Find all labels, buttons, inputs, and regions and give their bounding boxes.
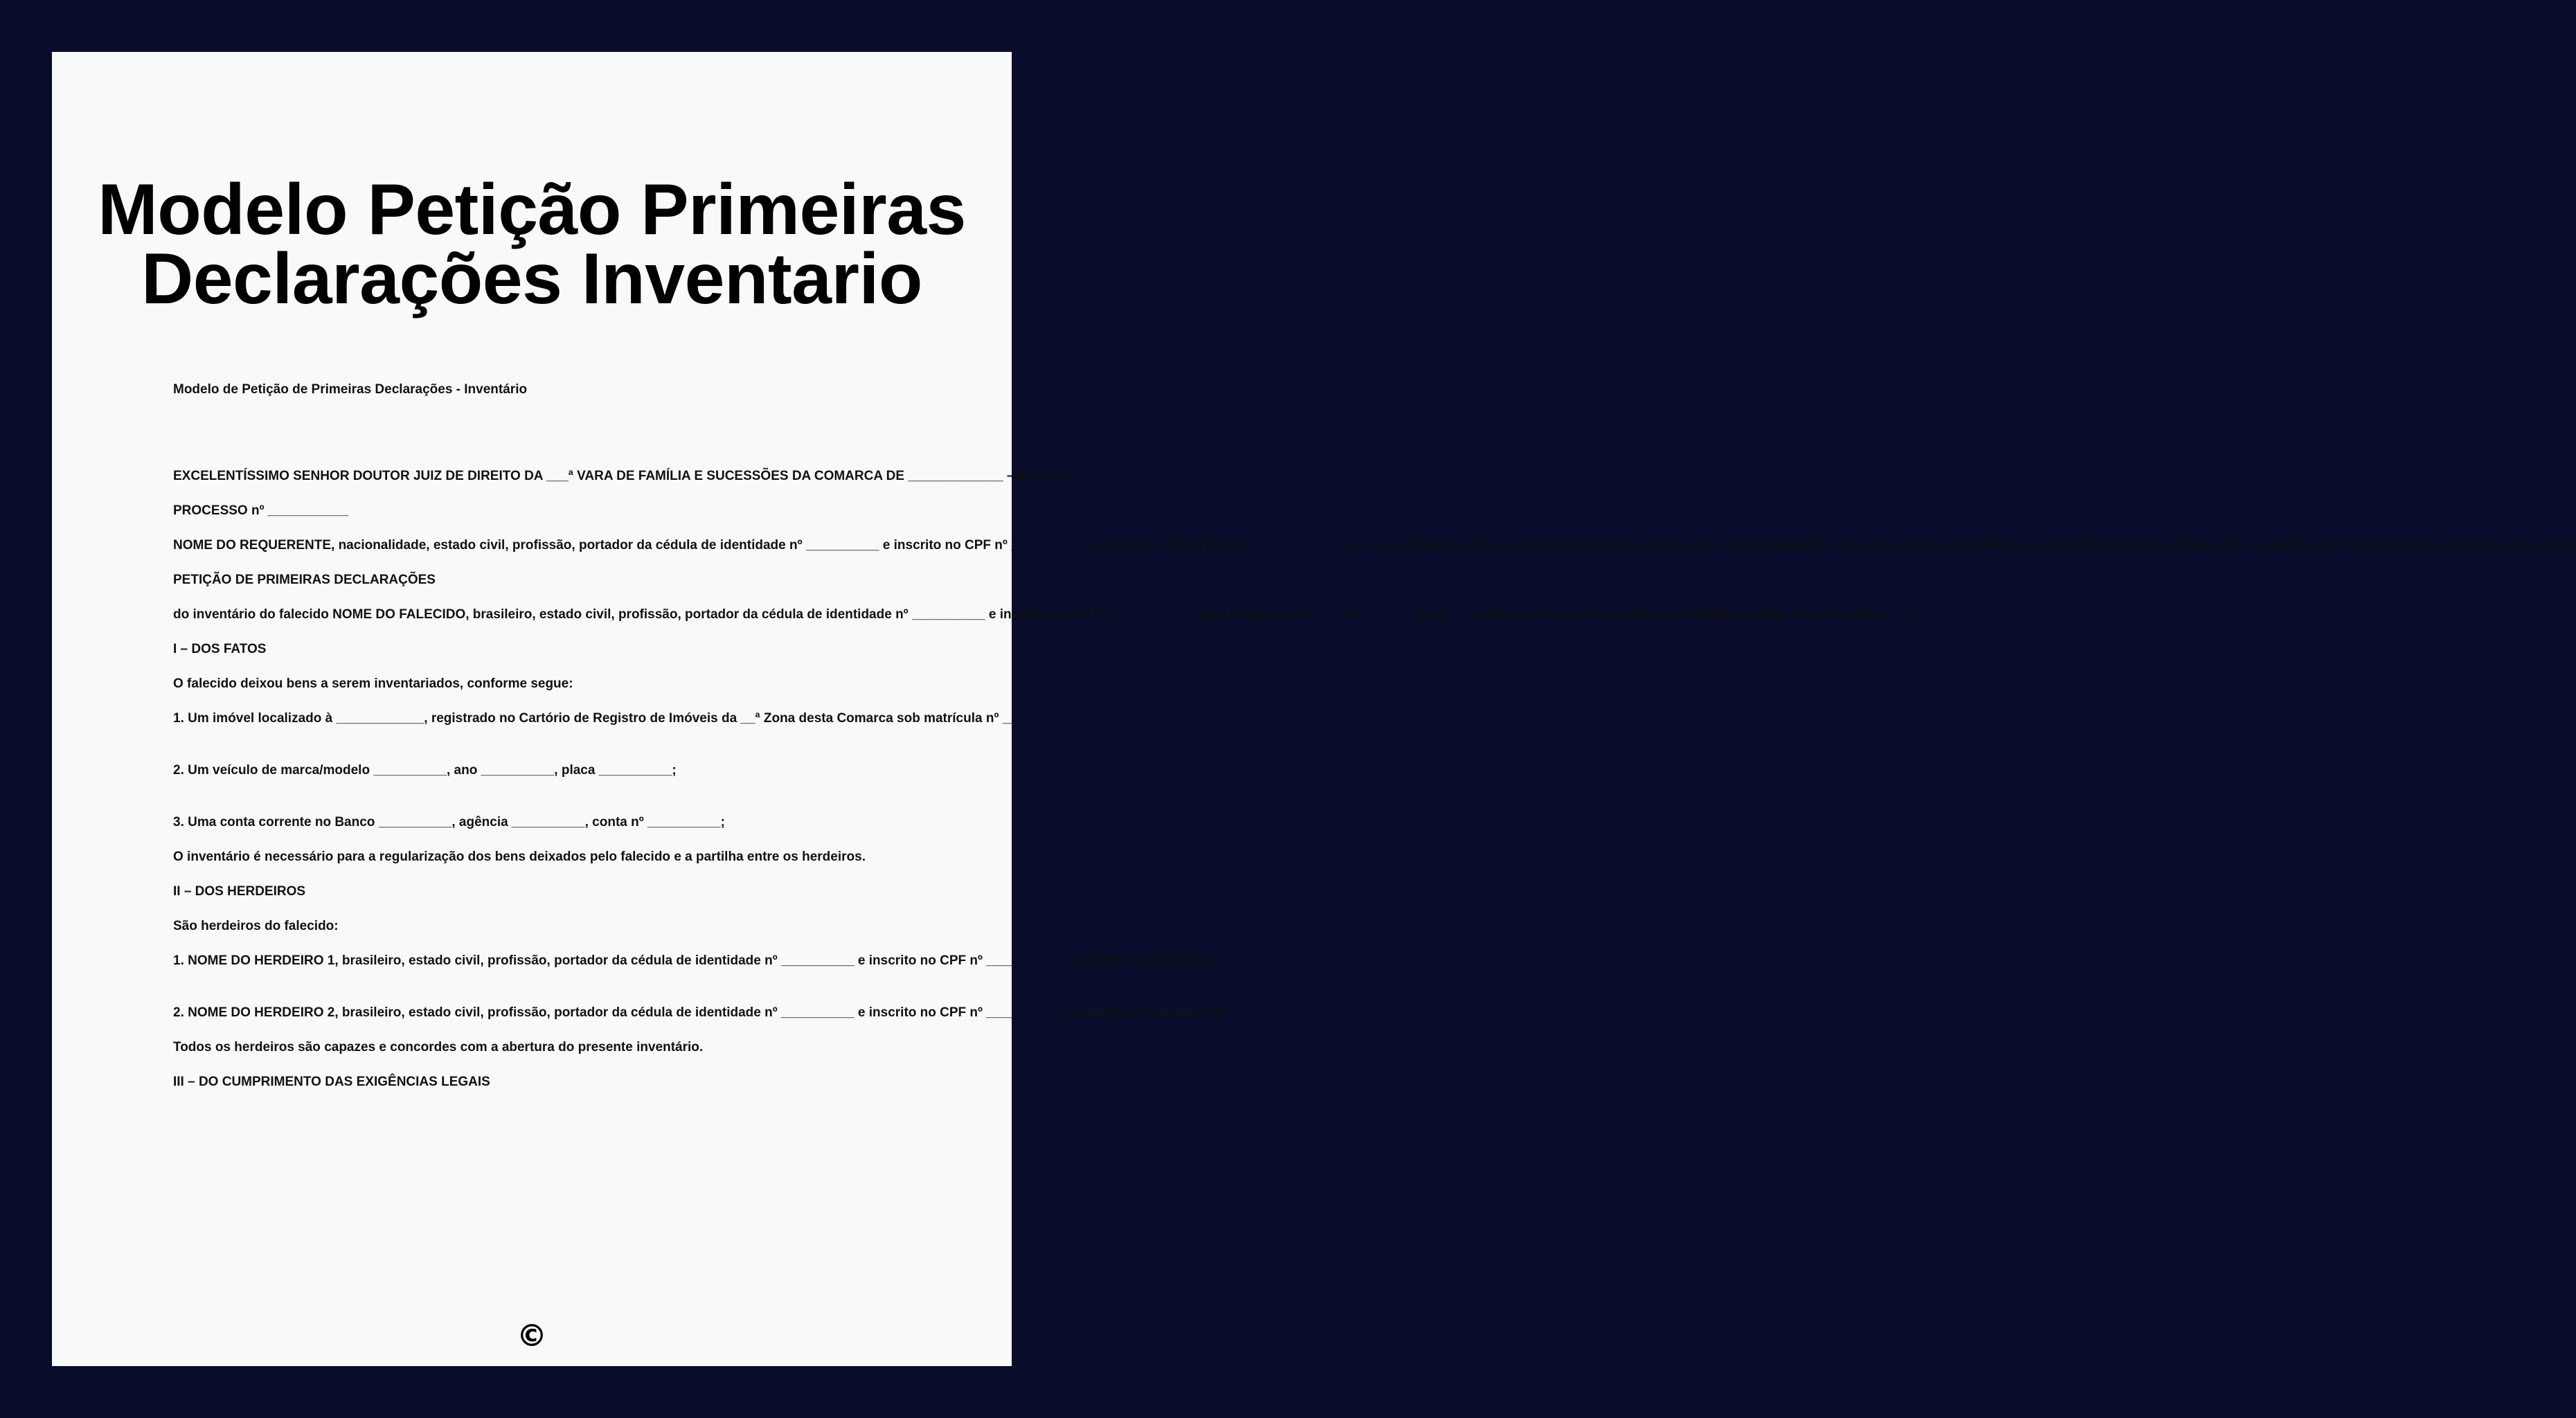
heirs-intro: São herdeiros do falecido:: [173, 919, 339, 933]
addressee-paragraph: EXCELENTÍSSIMO SENHOR DOUTOR JUIZ DE DIREITO DA ___ª VARA DE FAMÍLIA E SUCESSÕES DA COMARCA DE _____________ – ESTADO ___________: [173, 469, 1156, 483]
heirs-conclusion: Todos os herdeiros são capazes e concordes com a abertura do presente inventário.: [173, 1040, 704, 1054]
document-body: [173, 381, 2576, 1108]
facts-intro: O falecido deixou bens a serem inventariados, conforme segue:: [173, 676, 573, 691]
heir-item-1: 1. NOME DO HERDEIRO 1, brasileiro, estado civil, profissão, portador da cédula de identidade nº __________ e inscrito no CPF nº __________, residente e domiciliado à ____________;: [173, 953, 1320, 968]
section-heading-legal: III – DO CUMPRIMENTO DAS EXIGÊNCIAS LEGAIS: [173, 1075, 490, 1089]
copyright-icon: ©: [517, 1318, 547, 1354]
intro-paragraph: NOME DO REQUERENTE, nacionalidade, estado civil, profissão, portador da cédula de identidade nº __________ e inscrito no CPF nº __________, residente e domiciliado à ____________, por seu advogado infra-assinado (procuração anexa), vem, respeitosamente à presença de Vossa Excelência, com fundamento nos artigos 610 e seguintes do Código de Processo Civil, apresentar: [173, 538, 2576, 553]
petition-heading: PETIÇÃO DE PRIMEIRAS DECLARAÇÕES: [173, 573, 436, 587]
document-subtitle: Modelo de Petição de Primeiras Declarações - Inventário: [173, 382, 528, 397]
process-number: PROCESSO nº ___________: [173, 503, 349, 518]
section-heading-heirs: II – DOS HERDEIROS: [173, 884, 306, 899]
page-title-line-1: Modelo Petição Primeiras: [98, 170, 966, 250]
facts-conclusion: O inventário é necessário para a regularização dos bens deixados pelo falecido e a partilha entre os herdeiros.: [173, 850, 866, 864]
page-title: [52, 170, 1012, 319]
asset-item-2: 2. Um veículo de marca/modelo __________, ano __________, placa __________;: [173, 763, 677, 778]
heir-item-2: 2. NOME DO HERDEIRO 2, brasileiro, estado civil, profissão, portador da cédula de identidade nº __________ e inscrito no CPF nº __________, residente e domiciliado à ____________.: [173, 1005, 1319, 1020]
asset-item-3: 3. Uma conta corrente no Banco __________, agência __________, conta nº __________;: [173, 815, 725, 829]
asset-item-1: 1. Um imóvel localizado à ____________, registrado no Cartório de Registro de Imóveis da __ª Zona desta Comarca sob matrícula nº __________;: [173, 711, 1080, 726]
deceased-paragraph: do inventário do falecido NOME DO FALECIDO, brasileiro, estado civil, profissão, portador da cédula de identidade nº __________ e inscrito no CPF nº __________, que faleceu no dia ___ de _______ de 20___, nesta cidade, conforme atesta a certidão de óbito em anexo (doc. ___).: [173, 607, 1921, 622]
document-page: [52, 52, 2576, 1366]
section-heading-facts: I – DOS FATOS: [173, 642, 267, 656]
page-title-line-2: Declarações Inventario: [141, 239, 922, 319]
